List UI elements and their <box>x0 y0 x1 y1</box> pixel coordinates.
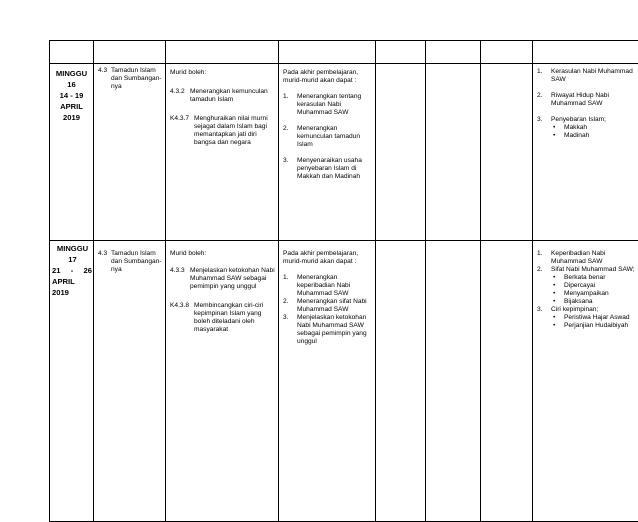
content-text: Penyebaran Islam; <box>551 116 635 124</box>
bullet-text: Peristiwa Hajar Aswad <box>564 314 630 322</box>
learning-code: 4.3.3 <box>170 267 190 291</box>
criteria-item <box>283 157 372 181</box>
criteria-number: 3. <box>283 157 297 181</box>
criteria-text: Menjelaskan ketokohan Nabi Muhammad SAW sebagai pemimpin yang unggul <box>297 314 372 346</box>
criteria-number: 1. <box>283 93 297 117</box>
criteria-item <box>283 314 372 346</box>
week-title: MINGGU <box>50 68 93 79</box>
learning-text: Menjelaskan ketokohan Nabi Muhammad SAW sebagai pemimpin yang unggul <box>190 267 275 291</box>
bullet-item <box>537 298 635 306</box>
empty-cell <box>426 64 481 241</box>
learning-item <box>170 302 275 334</box>
bullet-icon: • <box>537 298 564 306</box>
header-cell <box>533 41 638 64</box>
criteria-item <box>283 93 372 117</box>
week-month: APRIL <box>50 276 93 287</box>
week-date-start: 21 <box>52 265 60 276</box>
week-cell <box>50 64 94 241</box>
standard-cell <box>94 64 166 241</box>
empty-cell <box>481 241 533 522</box>
criteria-number: 2. <box>283 298 297 314</box>
learning-code: 4.3.2 <box>170 88 190 104</box>
content-item <box>537 306 635 314</box>
week-number: 17 <box>50 254 93 265</box>
content-item <box>537 266 635 274</box>
bullet-icon: • <box>537 124 564 132</box>
learning-text: Menghuraikan nilai murni sejagat dalam Islam bagi memantapkan jati diri bangsa dan negara <box>194 115 275 147</box>
bullet-icon: • <box>537 322 564 330</box>
criteria-number: 1. <box>283 274 297 298</box>
content-text: Riwayat Hidup Nabi Muhammad SAW <box>551 92 635 108</box>
criteria-cell <box>279 64 376 241</box>
bullet-item <box>537 132 635 140</box>
header-row <box>50 41 638 64</box>
criteria-cell <box>279 241 376 522</box>
content-number: 1. <box>537 68 551 84</box>
empty-cell <box>376 241 426 522</box>
criteria-text: Menerangkan sifat Nabi Muhammad SAW <box>297 298 372 314</box>
content-item <box>537 68 635 84</box>
learning-code: K4.3.7 <box>170 115 194 147</box>
bullet-item <box>537 322 635 330</box>
empty-cell <box>376 64 426 241</box>
empty-cell <box>426 241 481 522</box>
table-row <box>50 64 638 241</box>
bullet-icon: • <box>537 132 564 140</box>
content-text: Sifat Nabi Muhammad SAW; <box>551 266 635 274</box>
lesson-plan-table <box>49 40 638 522</box>
bullet-icon: • <box>537 314 564 322</box>
bullet-item <box>537 314 635 322</box>
criteria-number: 3. <box>283 314 297 346</box>
week-year: 2019 <box>50 287 93 298</box>
content-cell <box>533 64 638 241</box>
content-number: 2. <box>537 266 551 274</box>
learning-code: K4.3.8 <box>170 302 194 334</box>
standard-text: Tamadun Islam dan Sumbangan-nya <box>111 67 163 91</box>
standard-text: Tamadun Islam dan Sumbangan-nya <box>111 250 163 274</box>
content-text: Ciri kepimpinan; <box>551 306 635 314</box>
header-cell <box>166 41 279 64</box>
bullet-text: Dipercayai <box>564 282 595 290</box>
content-number: 3. <box>537 116 551 124</box>
bullet-icon: • <box>537 290 564 298</box>
learning-item <box>170 115 275 147</box>
empty-cell <box>481 64 533 241</box>
bullet-text: Madinah <box>564 132 589 140</box>
week-label <box>50 64 93 123</box>
learning-cell <box>166 241 279 522</box>
week-title: MINGGU <box>50 243 93 254</box>
week-number: 16 <box>50 79 93 90</box>
bullet-text: Bijaksana <box>564 298 593 306</box>
criteria-text: Menerangkan keperibadian Nabi Muhammad SAW <box>297 274 372 298</box>
week-dates: 14 - 19 <box>50 90 93 101</box>
standard-number: 4.3 <box>98 250 111 274</box>
content-text: Kerasulan Nabi Muhammad SAW <box>551 68 635 84</box>
table-row <box>50 241 638 522</box>
learning-intro: Murid boleh: <box>170 69 275 77</box>
week-dates <box>50 265 93 276</box>
learning-item <box>170 88 275 104</box>
bullet-text: Perjanjian Hudaibiyah <box>564 322 628 330</box>
content-item <box>537 250 635 266</box>
content-item <box>537 116 635 124</box>
header-cell <box>376 41 426 64</box>
criteria-item <box>283 298 372 314</box>
content-number: 3. <box>537 306 551 314</box>
header-cell <box>426 41 481 64</box>
content-number: 2. <box>537 92 551 108</box>
bullet-text: Menyampaikan <box>564 290 609 298</box>
content-cell <box>533 241 638 522</box>
bullet-text: Makkah <box>564 124 587 132</box>
criteria-intro: Pada akhir pembelajaran, murid-murid akan dapat : <box>283 69 372 85</box>
header-cell <box>50 41 94 64</box>
week-date-end: 26 <box>84 265 92 276</box>
criteria-text: Menerangkan kemunculan tamadun Islam <box>297 125 372 149</box>
standard-cell <box>94 241 166 522</box>
criteria-number: 2. <box>283 125 297 149</box>
bullet-item <box>537 282 635 290</box>
header-cell <box>94 41 166 64</box>
learning-text: Menerangkan kemunculan tamadun Islam <box>190 88 275 104</box>
bullet-item <box>537 290 635 298</box>
criteria-text: Menyenaraikan usaha penyebaran Islam di Makkah dan Madinah <box>297 157 372 181</box>
week-month: APRIL <box>50 101 93 112</box>
week-year: 2019 <box>50 112 93 123</box>
week-cell <box>50 241 94 522</box>
bullet-icon: • <box>537 274 564 282</box>
learning-item <box>170 267 275 291</box>
content-number: 1. <box>537 250 551 266</box>
bullet-item <box>537 274 635 282</box>
criteria-intro: Pada akhir pembelajaran, murid-murid akan dapat : <box>283 250 372 266</box>
bullet-item <box>537 124 635 132</box>
learning-intro: Murid boleh: <box>170 250 275 258</box>
week-date-dash: - <box>71 265 74 276</box>
week-label <box>50 241 93 298</box>
standard-number: 4.3 <box>98 67 111 91</box>
bullet-icon: • <box>537 282 564 290</box>
header-cell <box>279 41 376 64</box>
header-cell <box>481 41 533 64</box>
content-item <box>537 92 635 108</box>
criteria-item <box>283 274 372 298</box>
learning-text: Membincangkan ciri-ciri kepimpinan Islam yang boleh diteladani oleh masyarakat <box>194 302 275 334</box>
bullet-text: Berkata benar <box>564 274 605 282</box>
criteria-item <box>283 125 372 149</box>
criteria-text: Menerangkan tentang kerasulan Nabi Muhammad SAW <box>297 93 372 117</box>
content-text: Keperibadian Nabi Muhammad SAW <box>551 250 635 266</box>
learning-cell <box>166 64 279 241</box>
